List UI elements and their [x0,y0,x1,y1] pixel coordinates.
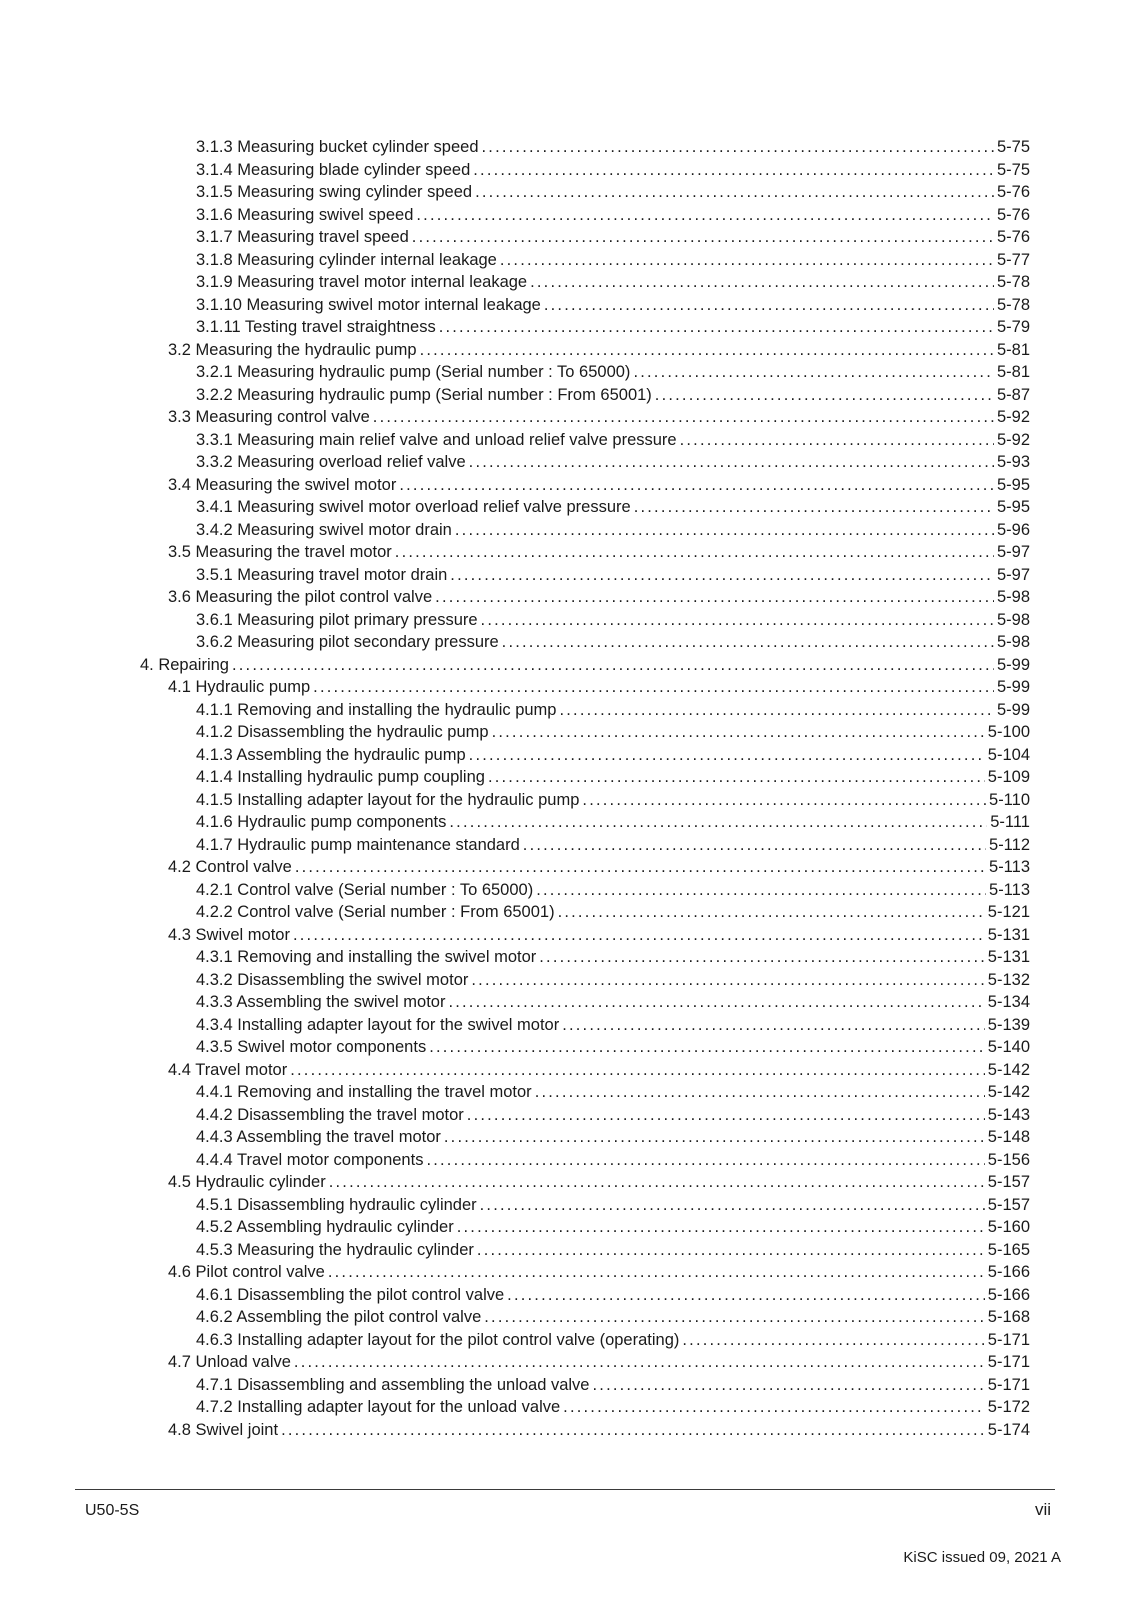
toc-entry-page-number: 5-148 [987,1128,1030,1146]
toc-entry-page-number: 5-166 [987,1285,1030,1304]
toc-entry-title: 3.4.1 Measuring swivel motor overload relief valve pressure [196,498,631,516]
toc-entry-title: 4.3 Swivel motor [168,925,290,944]
toc-entry-title: 4.5.2 Assembling hydraulic cylinder [196,1218,454,1236]
toc-entry-page-number: 5-104 [987,745,1030,764]
toc-entry [140,1396,1030,1419]
toc-leader-dots [523,834,986,857]
toc-leader-dots [558,901,985,924]
toc-entry [140,744,1030,767]
toc-entry-title: 3.5 Measuring the travel motor [168,543,392,561]
toc-entry [140,901,1030,924]
toc-entry-title: 4.3.4 Installing adapter layout for the swivel motor [196,1015,560,1034]
toc-entry [140,1261,1030,1284]
toc-entry [140,271,1030,294]
toc-entry-page-number: 5-77 [996,250,1030,269]
toc-entry-page-number: 5-165 [987,1240,1030,1259]
toc-entry-title: 3.4.2 Measuring swivel motor drain [196,520,452,539]
toc-entry [140,226,1030,249]
toc-entry-page-number: 5-132 [987,970,1030,989]
toc-entry-title: 4.5 Hydraulic cylinder [168,1173,326,1191]
toc-entry-title: 4.4.1 Removing and installing the travel motor [196,1083,532,1101]
toc-entry-page-number: 5-131 [987,925,1030,944]
toc-entry-title: 3.1.10 Measuring swivel motor internal leakage [196,295,541,314]
toc-entry [140,1284,1030,1307]
toc-entry-page-number: 5-76 [996,228,1030,246]
toc-leader-dots [634,496,994,519]
toc-leader-dots [633,361,994,384]
toc-entry [140,631,1030,654]
toc-leader-dots [467,1104,985,1127]
toc-leader-dots [295,856,986,879]
toc-leader-dots [682,1329,984,1352]
toc-entry [140,879,1030,902]
toc-entry-page-number: 5-109 [987,768,1030,786]
toc-entry-title: 4.1.2 Disassembling the hydraulic pump [196,723,489,741]
toc-entry [140,1171,1030,1194]
toc-leader-dots [293,924,985,947]
toc-entry-page-number: 5-96 [996,520,1030,539]
toc-leader-dots [232,654,994,677]
toc-entry [140,1216,1030,1239]
footer-model-code: U50-5S [85,1502,140,1519]
toc-leader-dots [536,879,986,902]
toc-entry-page-number: 5-93 [996,453,1030,471]
toc-entry-title: 4.4.3 Assembling the travel motor [196,1128,441,1146]
toc-entry [140,856,1030,879]
toc-entry-page-number: 5-98 [996,588,1030,606]
toc-entry [140,1149,1030,1172]
toc-entry-page-number: 5-81 [996,363,1030,381]
toc-entry-title: 4.5.3 Measuring the hydraulic cylinder [196,1240,474,1259]
toc-leader-dots [444,1126,985,1149]
toc-entry [140,204,1030,227]
toc-entry [140,541,1030,564]
toc-leader-dots [593,1374,985,1397]
toc-entry-page-number: 5-76 [996,183,1030,201]
toc-entry [140,451,1030,474]
toc-leader-dots [480,1194,985,1217]
toc-entry [140,406,1030,429]
toc-entry-page-number: 5-139 [987,1015,1030,1034]
toc-entry-title: 4.2.2 Control valve (Serial number : From 65001) [196,903,555,921]
toc-entry-page-number: 5-98 [996,633,1030,651]
toc-leader-dots [471,969,984,992]
toc-entry-page-number: 5-75 [996,160,1030,179]
toc-entry-page-number: 5-98 [996,610,1030,629]
toc-entry-page-number: 5-121 [987,903,1030,921]
toc-entry-page-number: 5-95 [996,498,1030,516]
table-of-contents [140,136,1030,1441]
toc-entry-page-number: 5-97 [996,565,1030,584]
toc-entry-title: 3.5.1 Measuring travel motor drain [196,565,448,584]
toc-leader-dots [457,1216,985,1239]
toc-entry [140,1419,1030,1442]
toc-leader-dots [455,519,994,542]
toc-leader-dots [412,226,994,249]
toc-leader-dots [435,586,994,609]
toc-leader-dots [469,451,994,474]
toc-entry-title: 4.4.2 Disassembling the travel motor [196,1105,464,1124]
toc-entry-title: 4.1.7 Hydraulic pump maintenance standard [196,835,520,854]
toc-entry-page-number: 5-87 [996,385,1030,404]
toc-entry [140,361,1030,384]
toc-entry-page-number: 5-140 [987,1038,1030,1056]
toc-entry [140,1059,1030,1082]
toc-leader-dots [329,1171,985,1194]
toc-leader-dots [530,271,994,294]
toc-entry-title: 3.2 Measuring the hydraulic pump [168,340,417,359]
toc-entry-page-number: 5-142 [987,1083,1030,1101]
toc-entry [140,159,1030,182]
toc-entry [140,496,1030,519]
toc-entry [140,1104,1030,1127]
toc-leader-dots [429,1036,985,1059]
toc-entry-page-number: 5-157 [987,1173,1030,1191]
toc-leader-dots [562,1014,985,1037]
toc-leader-dots [313,676,994,699]
toc-entry-title: 3.1.11 Testing travel straightness [196,318,436,336]
toc-entry [140,1036,1030,1059]
toc-leader-dots [492,721,985,744]
toc-entry-page-number: 5-172 [987,1398,1030,1416]
toc-entry-title: 3.2.1 Measuring hydraulic pump (Serial number : To 65000) [196,363,631,381]
toc-entry-title: 3.1.6 Measuring swivel speed [196,205,414,224]
toc-entry [140,294,1030,317]
toc-entry [140,384,1030,407]
toc-entry-page-number: 5-79 [996,318,1030,336]
toc-leader-dots [439,316,994,339]
toc-entry-title: 3.1.4 Measuring blade cylinder speed [196,160,471,179]
toc-entry-page-number: 5-160 [987,1218,1030,1236]
toc-entry [140,609,1030,632]
toc-entry-title: 3.4 Measuring the swivel motor [168,475,397,494]
toc-entry-page-number: 5-134 [987,993,1030,1011]
toc-entry-title: 4.6.1 Disassembling the pilot control valve [196,1285,505,1304]
toc-leader-dots [449,811,987,834]
toc-entry-page-number: 5-111 [990,813,1030,831]
toc-entry-title: 4.3.1 Removing and installing the swivel motor [196,948,537,966]
toc-entry-title: 4.7.2 Installing adapter layout for the unload valve [196,1398,561,1416]
toc-entry-page-number: 5-99 [996,700,1030,719]
toc-leader-dots [484,1306,985,1329]
toc-entry-title: 3.6 Measuring the pilot control valve [168,588,433,606]
toc-entry [140,789,1030,812]
toc-entry [140,249,1030,272]
toc-leader-dots [475,181,994,204]
toc-entry-title: 4.5.1 Disassembling hydraulic cylinder [196,1195,477,1214]
toc-entry-title: 4.7 Unload valve [168,1353,291,1371]
toc-entry-page-number: 5-112 [989,835,1030,854]
footer-page-number: vii [1034,1500,1051,1519]
toc-entry-title: 4.1 Hydraulic pump [168,678,311,696]
toc-entry-title: 4.2 Control valve [168,858,292,876]
toc-entry-title: 4.1.5 Installing adapter layout for the hydraulic pump [196,790,580,809]
toc-entry-page-number: 5-143 [987,1105,1030,1124]
issue-note: KiSC issued 09, 2021 A [903,1549,1061,1566]
toc-leader-dots [328,1261,985,1284]
toc-entry [140,1329,1030,1352]
toc-entry-title: 4.3.5 Swivel motor components [196,1038,427,1056]
toc-leader-dots [500,249,994,272]
toc-entry-page-number: 5-171 [987,1375,1030,1394]
toc-entry [140,1306,1030,1329]
toc-entry-title: 4.3.2 Disassembling the swivel motor [196,970,469,989]
toc-entry-page-number: 5-171 [987,1353,1030,1371]
toc-entry [140,474,1030,497]
toc-entry-page-number: 5-100 [987,723,1030,741]
toc-entry-title: 4.6.3 Installing adapter layout for the pilot control valve (operating) [196,1330,680,1349]
toc-entry-title: 4.1.1 Removing and installing the hydraulic pump [196,700,557,719]
toc-entry [140,136,1030,159]
toc-entry-page-number: 5-76 [996,205,1030,224]
toc-leader-dots [281,1419,985,1442]
toc-entry [140,1126,1030,1149]
toc-entry-page-number: 5-168 [987,1308,1030,1326]
toc-entry [140,946,1030,969]
toc-entry-page-number: 5-156 [987,1150,1030,1169]
toc-entry [140,654,1030,677]
toc-entry-title: 3.1.8 Measuring cylinder internal leakage [196,250,497,269]
toc-entry-title: 4.2.1 Control valve (Serial number : To 65000) [196,880,534,899]
toc-entry-page-number: 5-113 [989,858,1030,876]
toc-entry [140,1239,1030,1262]
toc-entry [140,1081,1030,1104]
toc-leader-dots [655,384,994,407]
toc-entry [140,1351,1030,1374]
toc-entry-title: 4.1.6 Hydraulic pump components [196,813,447,831]
toc-entry-page-number: 5-99 [996,678,1030,696]
toc-entry-title: 4.7.1 Disassembling and assembling the unload valve [196,1375,590,1394]
toc-entry-title: 4.1.3 Assembling the hydraulic pump [196,745,466,764]
toc-leader-dots [582,789,986,812]
toc-leader-dots [488,766,985,789]
toc-leader-dots [539,946,985,969]
toc-entry-page-number: 5-95 [996,475,1030,494]
toc-entry [140,519,1030,542]
toc-entry [140,766,1030,789]
toc-leader-dots [535,1081,985,1104]
toc-entry-title: 3.1.7 Measuring travel speed [196,228,409,246]
toc-entry-page-number: 5-99 [996,655,1030,674]
toc-leader-dots [373,406,994,429]
toc-entry-page-number: 5-75 [996,138,1030,156]
toc-entry-page-number: 5-174 [987,1420,1030,1439]
toc-leader-dots [290,1059,985,1082]
toc-entry-title: 3.1.3 Measuring bucket cylinder speed [196,138,479,156]
toc-leader-dots [448,991,984,1014]
toc-entry-page-number: 5-171 [987,1330,1030,1349]
toc-leader-dots [426,1149,984,1172]
toc-entry-page-number: 5-166 [987,1263,1030,1281]
toc-entry-page-number: 5-92 [996,430,1030,449]
toc-entry-title: 3.6.1 Measuring pilot primary pressure [196,610,478,629]
toc-entry-title: 4.4.4 Travel motor components [196,1150,424,1169]
toc-entry [140,181,1030,204]
toc-entry [140,834,1030,857]
toc-leader-dots [477,1239,985,1262]
toc-entry-page-number: 5-81 [996,340,1030,359]
toc-entry [140,316,1030,339]
toc-leader-dots [680,429,994,452]
toc-entry-page-number: 5-97 [996,543,1030,561]
toc-leader-dots [450,564,994,587]
toc-entry-title: 4.8 Swivel joint [168,1420,279,1439]
toc-entry-page-number: 5-92 [996,408,1030,426]
toc-leader-dots [420,339,994,362]
toc-leader-dots [507,1284,985,1307]
toc-entry-title: 3.3.1 Measuring main relief valve and unload relief valve pressure [196,430,677,449]
toc-entry-page-number: 5-142 [987,1060,1030,1079]
toc-leader-dots [395,541,994,564]
toc-entry-title: 3.6.2 Measuring pilot secondary pressure [196,633,499,651]
toc-entry [140,339,1030,362]
toc-entry-title: 3.2.2 Measuring hydraulic pump (Serial number : From 65001) [196,385,652,404]
toc-entry-page-number: 5-78 [996,273,1030,291]
toc-entry-title: 3.3 Measuring control valve [168,408,370,426]
toc-entry [140,564,1030,587]
toc-entry [140,699,1030,722]
toc-entry [140,429,1030,452]
toc-entry [140,721,1030,744]
toc-entry [140,1194,1030,1217]
toc-entry [140,811,1030,834]
toc-leader-dots [563,1396,985,1419]
footer-divider [75,1489,1055,1490]
toc-leader-dots [416,204,994,227]
toc-leader-dots [294,1351,985,1374]
toc-leader-dots [502,631,994,654]
toc-leader-dots [559,699,994,722]
toc-entry-title: 3.1.5 Measuring swing cylinder speed [196,183,473,201]
toc-entry [140,969,1030,992]
toc-leader-dots [481,609,994,632]
toc-entry-title: 4.3.3 Assembling the swivel motor [196,993,446,1011]
toc-entry-title: 4. Repairing [140,655,229,674]
toc-entry-title: 3.3.2 Measuring overload relief valve [196,453,466,471]
toc-entry-title: 4.6 Pilot control valve [168,1263,325,1281]
toc-entry [140,1374,1030,1397]
toc-leader-dots [473,159,994,182]
toc-entry-page-number: 5-113 [989,880,1030,899]
toc-entry [140,924,1030,947]
toc-leader-dots [482,136,994,159]
toc-leader-dots [544,294,994,317]
toc-entry-page-number: 5-131 [987,948,1030,966]
toc-entry-title: 3.1.9 Measuring travel motor internal leakage [196,273,528,291]
toc-entry-title: 4.1.4 Installing hydraulic pump coupling [196,768,485,786]
toc-entry-title: 4.4 Travel motor [168,1060,288,1079]
toc-entry [140,586,1030,609]
toc-entry-page-number: 5-110 [989,790,1030,809]
toc-entry [140,676,1030,699]
toc-entry-page-number: 5-157 [987,1195,1030,1214]
toc-entry-page-number: 5-78 [996,295,1030,314]
toc-leader-dots [399,474,994,497]
toc-entry-title: 4.6.2 Assembling the pilot control valve [196,1308,482,1326]
toc-entry [140,991,1030,1014]
toc-entry [140,1014,1030,1037]
toc-leader-dots [469,744,985,767]
